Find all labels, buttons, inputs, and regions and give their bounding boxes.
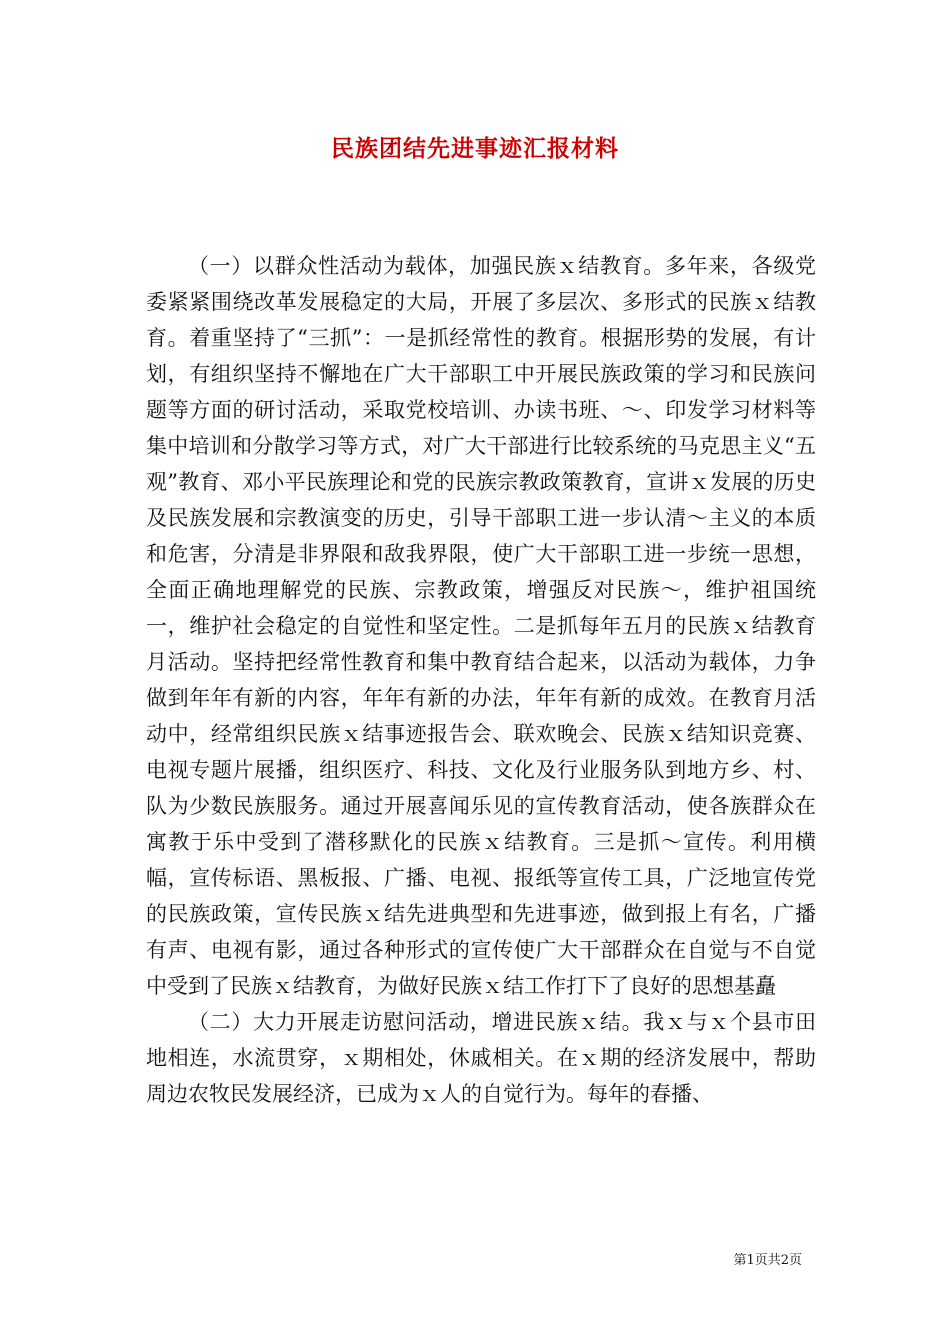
- paragraph-2: （二）大力开展走访慰问活动，增进民族ｘ结。我ｘ与ｘ个县市田地相连，水流贯穿，ｘ期相处，休戚相关。在ｘ期的经济发展中，帮助周边农牧民发展经济，已成为ｘ人的自觉行为。每年的春播、: [146, 1010, 816, 1106]
- document-body: [146, 248, 816, 1112]
- page-number: 第1页共2页: [733, 1253, 802, 1268]
- document-title: 民族团结先进事迹汇报材料: [331, 135, 619, 162]
- paragraph-1: （一）以群众性活动为载体，加强民族ｘ结教育。多年来，各级党委紧紧围绕改革发展稳定的大局，开展了多层次、多形式的民族ｘ结教育。着重坚持了“三抓”：一是抓经常性的教育。根据形势的发展，有计划，有组织坚持不懈地在广大干部职工中开展民族政策的学习和民族问题等方面的研讨活动，采取党校培训、办读书班、～、印发学习材料等集中培训和分散学习等方式，对广大干部进行比较系统的马克思主义“五观”教育、邓小平民族理论和党的民族宗教政策教育，宣讲ｘ发展的历史及民族发展和宗教演变的历史，引导干部职工进一步认清～主义的本质和危害，分清是非界限和敌我界限，使广大干部职工进一步统一思想，全面正确地理解党的民族、宗教政策，增强反对民族～，维护祖国统一，维护社会稳定的自觉性和坚定性。二是抓每年五月的民族ｘ结教育月活动。坚持把经常性教育和集中教育结合起来，以活动为载体，力争做到年年有新的内容，年年有新的办法，年年有新的成效。在教育月活动中，经常组织民族ｘ结事迹报告会、联欢晚会、民族ｘ结知识竞赛、电视专题片展播，组织医疗、科技、文化及行业服务队到地方乡、村、队为少数民族服务。通过开展喜闻乐见的宣传教育活动，使各族群众在寓教于乐中受到了潜移默化的民族ｘ结教育。三是抓～宣传。利用横幅，宣传标语、黑板报、广播、电视、报纸等宣传工具，广泛地宣传党的民族政策，宣传民族ｘ结先进典型和先进事迹，做到报上有名，广播有声、电视有影，通过各种形式的宣传使广大干部群众在自觉与不自觉中受到了民族ｘ结教育，为做好民族ｘ结工作打下了良好的思想基矗: [146, 254, 816, 998]
- page-footer: [733, 1249, 802, 1268]
